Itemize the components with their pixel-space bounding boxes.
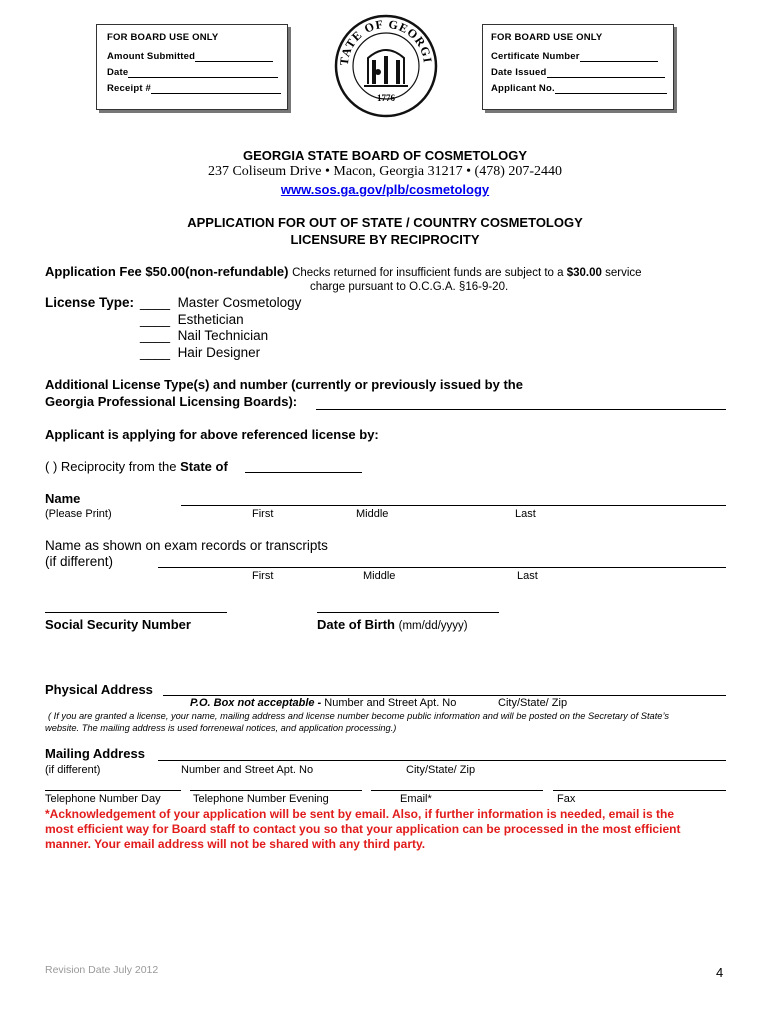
fee-note-line2: charge pursuant to O.C.G.A. §16-9-20. <box>310 281 509 293</box>
receipt-field[interactable]: Receipt # <box>107 83 281 94</box>
ssn-label: Social Security Number <box>45 617 191 632</box>
fax-input[interactable] <box>553 790 726 791</box>
ack-line2: most efficient way for Board staff to contact you so that your application can be processed in the most efficient <box>45 822 681 836</box>
exam-name-input[interactable] <box>158 567 726 568</box>
license-option-nail-technician[interactable]: ____ Nail Technician <box>140 328 269 343</box>
exam-last-caption: Last <box>517 570 538 582</box>
phone-day-input[interactable] <box>45 790 181 791</box>
org-name: GEORGIA STATE BOARD OF COSMETOLOGY <box>242 148 528 163</box>
org-address: 237 Coliseum Drive • Macon, Georgia 31217 • (478) 207-2440 <box>207 164 563 179</box>
name-please-print: (Please Print) <box>45 508 112 520</box>
applying-by-label: Applicant is applying for above referenced license by: <box>45 427 379 442</box>
physical-street-caption: Number and Street Apt. No <box>324 697 457 709</box>
mailing-if-different: (if different) <box>45 764 101 776</box>
form-title-line2: LICENSURE BY RECIPROCITY <box>290 232 480 247</box>
mailing-address-input[interactable] <box>158 760 726 761</box>
dob-format: (mm/dd/yyyy) <box>398 620 468 632</box>
georgia-state-seal <box>334 14 438 118</box>
form-title-line1: APPLICATION FOR OUT OF STATE / COUNTRY COSMETOLOGY <box>187 215 583 230</box>
seal-text: TATE OF GEORGI <box>336 16 435 67</box>
amount-submitted-field[interactable]: Amount Submitted <box>107 51 273 62</box>
date-issued-field[interactable]: Date Issued <box>491 67 665 78</box>
ack-line3: manner. Your email address will not be shared with any third party. <box>45 837 426 851</box>
physical-address-input[interactable] <box>163 695 726 696</box>
phone-evening-caption: Telephone Number Evening <box>193 793 329 805</box>
fax-caption: Fax <box>557 793 576 805</box>
name-middle-caption: Middle <box>356 508 389 520</box>
ssn-input[interactable] <box>45 612 227 613</box>
name-last-caption: Last <box>515 508 536 520</box>
dob-input[interactable] <box>317 612 499 613</box>
public-info-disclaimer-1: ( If you are granted a license, your name, mailing address and license number become public information and will be posted on the Secretary of State’s <box>48 711 669 721</box>
physical-city-caption: City/State/ Zip <box>498 697 568 709</box>
board-use-box-right <box>482 24 674 110</box>
license-option-hair-designer[interactable]: ____ Hair Designer <box>140 345 261 360</box>
exam-name-label: Name as shown on exam records or transcripts <box>45 538 328 553</box>
ack-line1: *Acknowledgement of your application will be sent by email. Also, if further information is needed, email is the <box>45 807 675 821</box>
applicant-number-field[interactable]: Applicant No. <box>491 83 667 94</box>
board-box-right-title: FOR BOARD USE ONLY <box>491 32 603 43</box>
page-number: 4 <box>716 965 724 980</box>
fee-label: Application Fee $50.00(non-refundable) <box>45 264 289 279</box>
fee-note: Checks returned for insufficient funds are subject to a $30.00 service <box>292 267 642 279</box>
certificate-number-field[interactable]: Certificate Number <box>491 51 658 62</box>
license-option-esthetician[interactable]: ____ Esthetician <box>140 312 244 327</box>
additional-license-input[interactable] <box>316 409 726 410</box>
phone-evening-input[interactable] <box>190 790 362 791</box>
public-info-disclaimer-2: website. The mailing address is used forrenewal notices, and application processing.) <box>45 723 397 733</box>
state-of-input[interactable] <box>245 472 362 473</box>
name-label: Name <box>45 491 81 506</box>
name-input[interactable] <box>181 505 726 506</box>
po-box-note: P.O. Box not acceptable - <box>190 697 322 709</box>
email-caption: Email* <box>400 793 432 805</box>
seal-year: 1776 <box>377 93 395 103</box>
license-type-label: License Type: <box>45 295 135 310</box>
license-option-master[interactable]: ____ Master Cosmetology <box>140 295 302 310</box>
physical-address-label: Physical Address <box>45 682 153 697</box>
mailing-address-label: Mailing Address <box>45 746 145 761</box>
state-of-label: State of <box>180 459 228 474</box>
dob-label: Date of Birth <box>317 617 395 632</box>
reciprocity-option[interactable]: ( ) Reciprocity from the <box>45 459 177 474</box>
exam-name-if-different: (if different) <box>45 554 114 569</box>
mailing-street-caption: Number and Street Apt. No <box>181 764 314 776</box>
additional-license-line1: Additional License Type(s) and number (currently or previously issued by the <box>45 377 523 392</box>
date-field[interactable]: Date <box>107 67 278 78</box>
email-input[interactable] <box>371 790 543 791</box>
exam-first-caption: First <box>252 570 274 582</box>
revision-date: Revision Date July 2012 <box>45 964 159 976</box>
additional-license-line2: Georgia Professional Licensing Boards): <box>45 394 298 409</box>
exam-middle-caption: Middle <box>363 570 396 582</box>
name-first-caption: First <box>252 508 274 520</box>
board-use-box-left <box>96 24 288 110</box>
board-box-left-title: FOR BOARD USE ONLY <box>107 32 219 43</box>
board-website-link[interactable]: www.sos.ga.gov/plb/cosmetology <box>280 182 490 197</box>
phone-day-caption: Telephone Number Day <box>45 793 161 805</box>
mailing-city-caption: City/State/ Zip <box>406 764 476 776</box>
